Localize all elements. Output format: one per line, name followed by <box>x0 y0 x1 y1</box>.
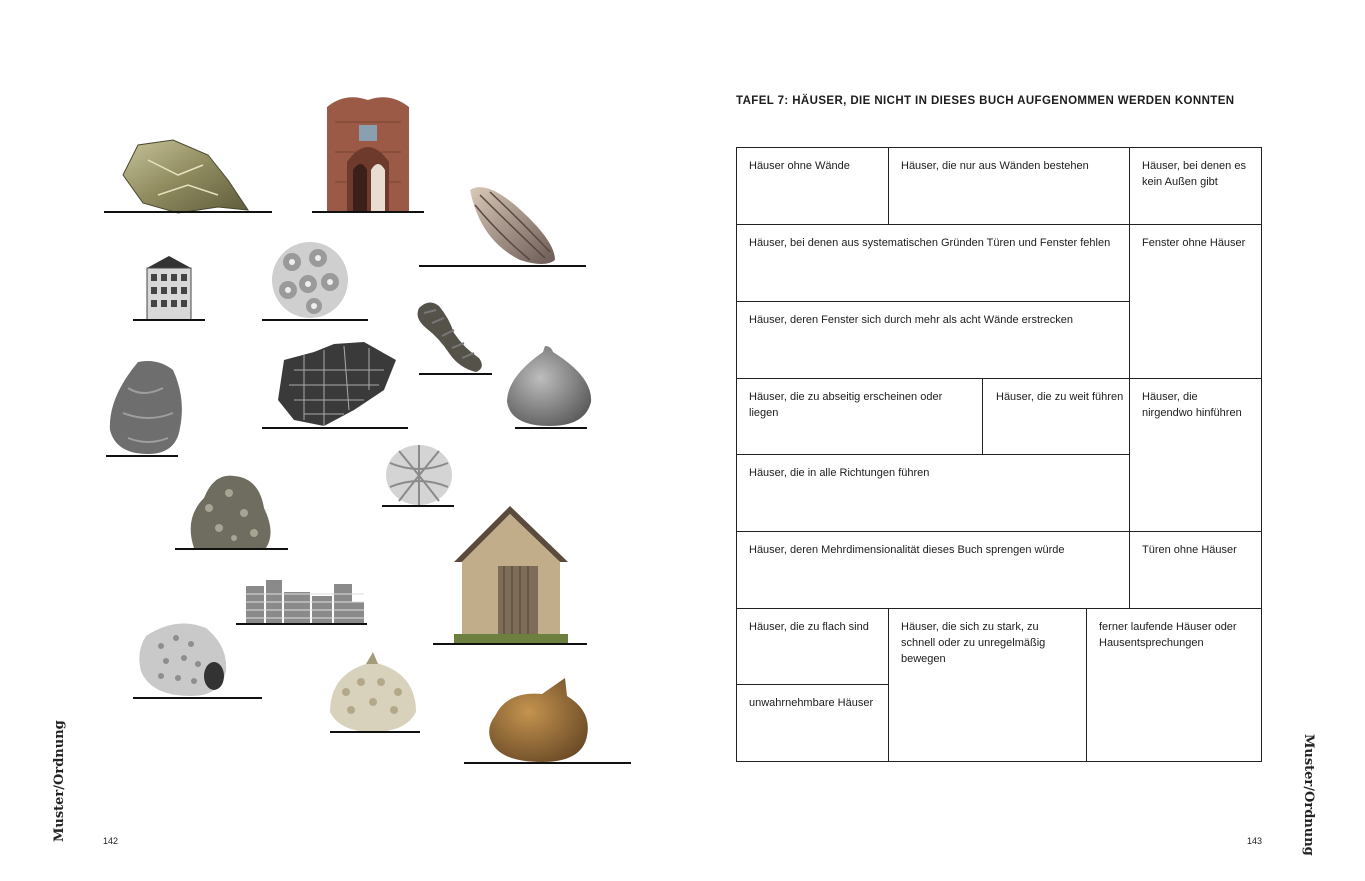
plate-title: TAFEL 7: HÄUSER, DIE NICHT IN DIESES BUCH AUFGENOMMEN WERDEN KONNTEN <box>736 95 1235 107</box>
worm-fossil-image <box>414 298 489 374</box>
baseline <box>515 427 587 429</box>
table-cell: Türen ohne Häuser <box>1129 531 1262 609</box>
baseline <box>236 623 367 625</box>
table-cell: Häuser, die zu flach sind <box>736 608 889 685</box>
baseline <box>382 505 454 507</box>
section-title-spine: Muster/Ordnung <box>1301 734 1316 856</box>
clay-nest-image <box>487 676 597 764</box>
baseline <box>419 265 586 267</box>
shell-image <box>465 180 560 268</box>
baseline <box>133 697 262 699</box>
coral-sponge-image <box>184 468 274 550</box>
table-cell: Häuser, die in alle Richtungen führen <box>736 454 1130 532</box>
crystal-rock-image <box>118 135 253 215</box>
table-cell: Häuser, die zu abseitig erscheinen oder liegen <box>736 378 983 455</box>
shed-image <box>454 506 568 644</box>
page-number: 142 <box>103 836 119 846</box>
table-cell: Fenster ohne Häuser <box>1129 224 1262 379</box>
gray-rock-image <box>108 358 186 456</box>
page-number: 143 <box>1247 836 1263 846</box>
table-cell: Häuser, deren Fenster sich durch mehr als acht Wände erstrecken <box>736 301 1130 379</box>
seed-pod-image <box>505 342 595 428</box>
table-cell: Häuser, bei denen aus systematischen Gründen Türen und Fenster fehlen <box>736 224 1130 302</box>
section-title-spine: Muster/Ordnung <box>52 720 67 842</box>
table-cell: unwahrnehmbare Häuser <box>736 684 889 762</box>
baseline <box>133 319 205 321</box>
table-cell: Häuser ohne Wände <box>736 147 889 225</box>
baseline <box>433 643 587 645</box>
table-cell: Häuser, die nirgendwo hinführen <box>1129 378 1262 532</box>
baseline <box>464 762 631 764</box>
table-cell: ferner laufende Häuser oder Hausentsprechungen <box>1086 608 1262 762</box>
baseline <box>330 731 420 733</box>
table-cell: Häuser, die zu weit führen <box>982 378 1130 455</box>
baseline <box>419 373 492 375</box>
baseline <box>312 211 424 213</box>
baseline <box>262 319 368 321</box>
baseline <box>175 548 288 550</box>
aerial-city-map-image <box>274 340 398 428</box>
brick-gate-image <box>325 92 411 212</box>
table-cell: Häuser, deren Mehrdimensionalität dieses Buch sprengen würde <box>736 531 1130 609</box>
baseline <box>106 455 178 457</box>
baseline <box>262 427 408 429</box>
pollen-sphere-image <box>270 240 350 320</box>
baseline <box>104 211 272 213</box>
table-cell: Häuser, die sich zu stark, zu schnell oder zu unregelmäßig bewegen <box>888 608 1087 762</box>
left-page <box>0 0 682 881</box>
table-cell: Häuser, bei denen es kein Außen gibt <box>1129 147 1262 225</box>
apartment-blocks-image <box>244 578 364 624</box>
sea-urchin-image <box>326 652 420 732</box>
brain-coral-image <box>136 616 230 698</box>
pumpkin-shell-image <box>384 443 454 507</box>
table-cell: Häuser, die nur aus Wänden bestehen <box>888 147 1130 225</box>
townhouse-image <box>145 256 193 320</box>
